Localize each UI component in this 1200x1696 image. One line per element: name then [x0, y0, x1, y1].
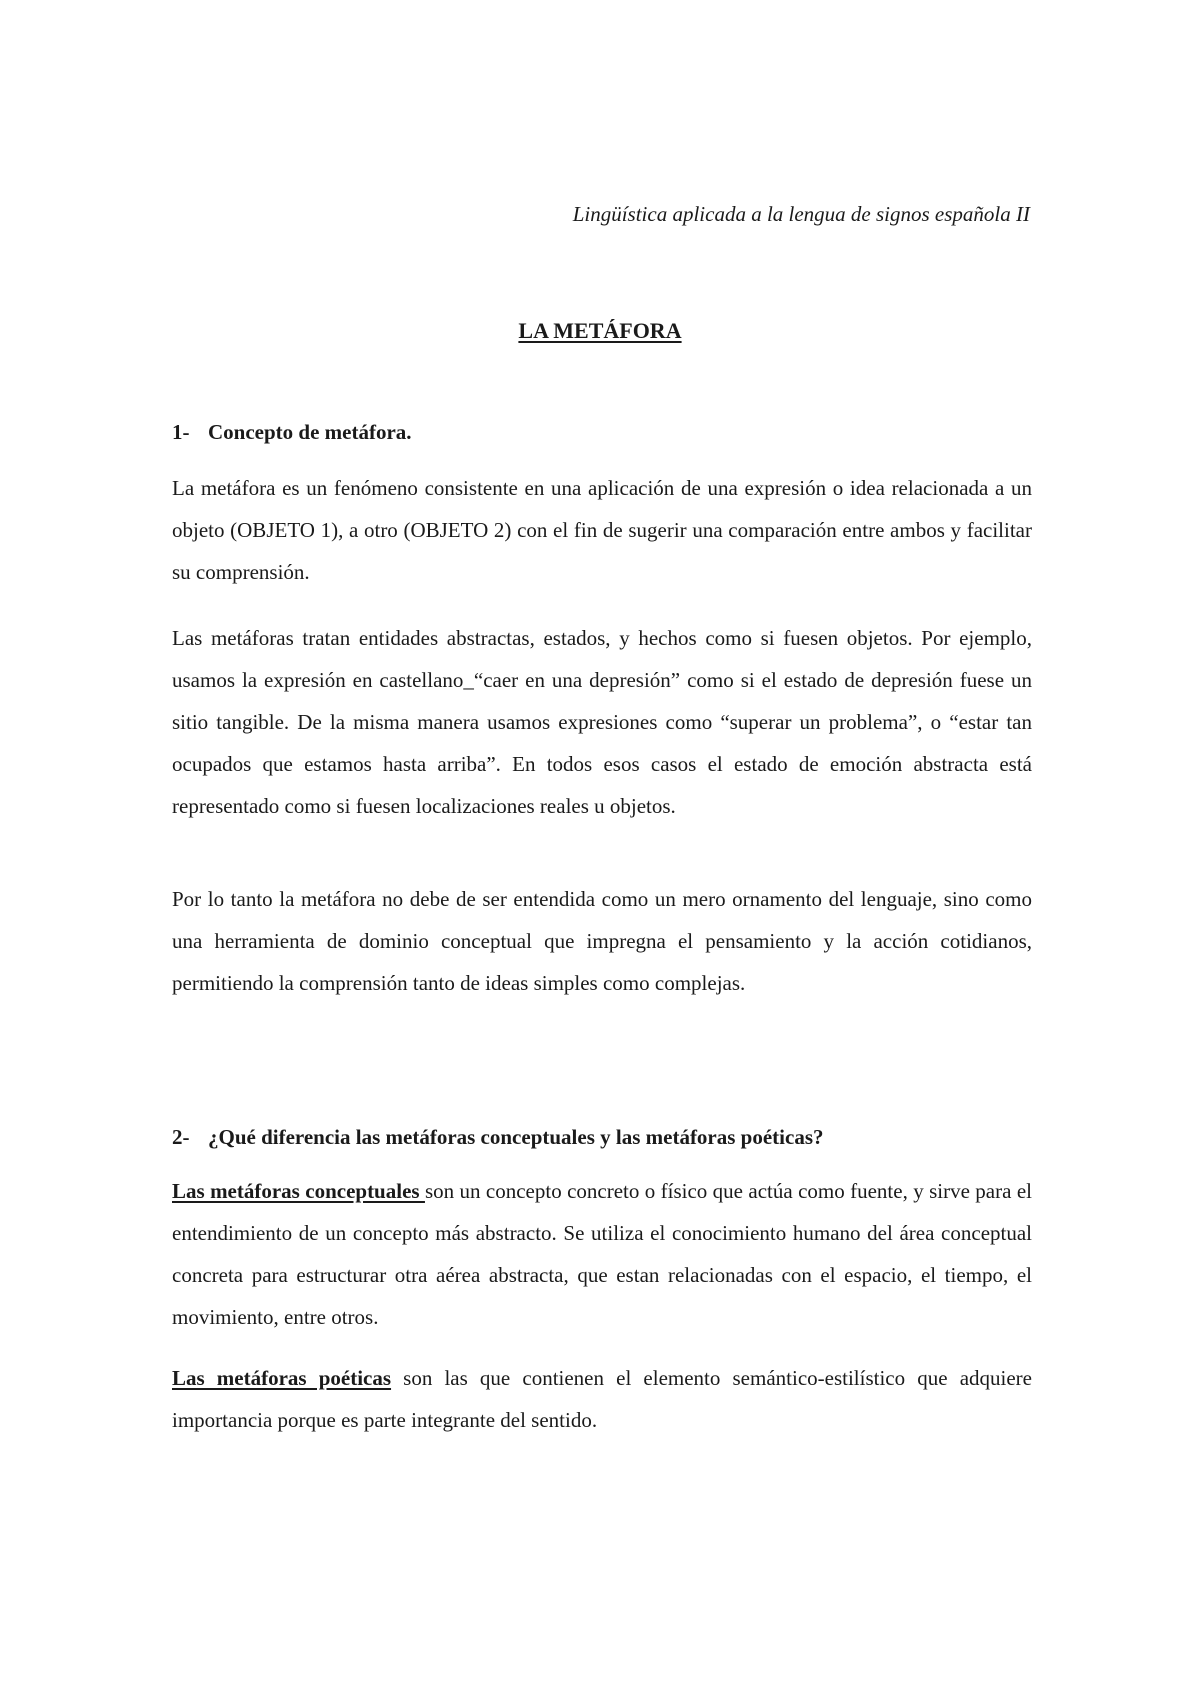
conceptual-metaphors-term: Las metáforas conceptuales — [172, 1179, 425, 1203]
section-1-paragraph-1 — [172, 467, 1032, 593]
conceptual-metaphors-paragraph — [172, 1170, 1032, 1338]
conceptual-metaphors-text: son un concepto concreto o físico que actúa como fuente, y sirve para el entendimiento de un concepto más abstracto. Se utiliza el conocimiento humano del área conceptual concreta para estructurar otra aérea abstracta, que estan relacionadas con el espacio, el tiempo, el movimiento, entre otros. — [172, 1179, 1032, 1329]
document-title: LA METÁFORA — [518, 318, 682, 343]
section-1-heading — [172, 420, 412, 445]
section-2-number: 2- — [172, 1125, 190, 1149]
section-1-paragraph-3 — [172, 878, 1032, 1004]
section-2-heading — [172, 1125, 824, 1150]
paragraph-text: Por lo tanto la metáfora no debe de ser entendida como un mero ornamento del lenguaje, sino como una herramienta de dominio conceptual que impregna el pensamiento y la acción cotidianos, permitiendo la comprensión tanto de ideas simples como complejas. — [172, 887, 1032, 995]
section-1-paragraph-2 — [172, 617, 1032, 827]
section-1-number: 1- — [172, 420, 190, 444]
paragraph-text — [172, 1170, 1032, 1338]
section-2-title: ¿Qué diferencia las metáforas conceptuales y las metáforas poéticas? — [208, 1125, 824, 1149]
paragraph-text: La metáfora es un fenómeno consistente en una aplicación de una expresión o idea relacionada a un objeto (OBJETO 1), a otro (OBJETO 2) con el fin de sugerir una comparación entre ambos y facilitar su comprensión. — [172, 476, 1032, 584]
paragraph-text — [172, 1357, 1032, 1441]
poetic-metaphors-term: Las metáforas poéticas — [172, 1366, 392, 1390]
poetic-metaphors-text: son las que contienen el elemento semántico-estilístico que adquiere importancia porque es parte integrante del sentido. — [172, 1366, 1032, 1432]
poetic-metaphors-paragraph — [172, 1357, 1032, 1441]
section-1-title: Concepto de metáfora. — [208, 420, 412, 444]
course-header: Lingüística aplicada a la lengua de signos española II — [572, 202, 1030, 226]
paragraph-text: Las metáforas tratan entidades abstractas, estados, y hechos como si fuesen objetos. Por ejemplo, usamos la expresión en castellano_“caer en una depresión” como si el estado de depresión fuese un sitio tangible. De la misma manera usamos expresiones como “superar un problema”, o “estar tan ocupados que estamos hasta arriba”. En todos esos casos el estado de emoción abstracta está representado como si fuesen localizaciones reales u objetos. — [172, 626, 1032, 818]
